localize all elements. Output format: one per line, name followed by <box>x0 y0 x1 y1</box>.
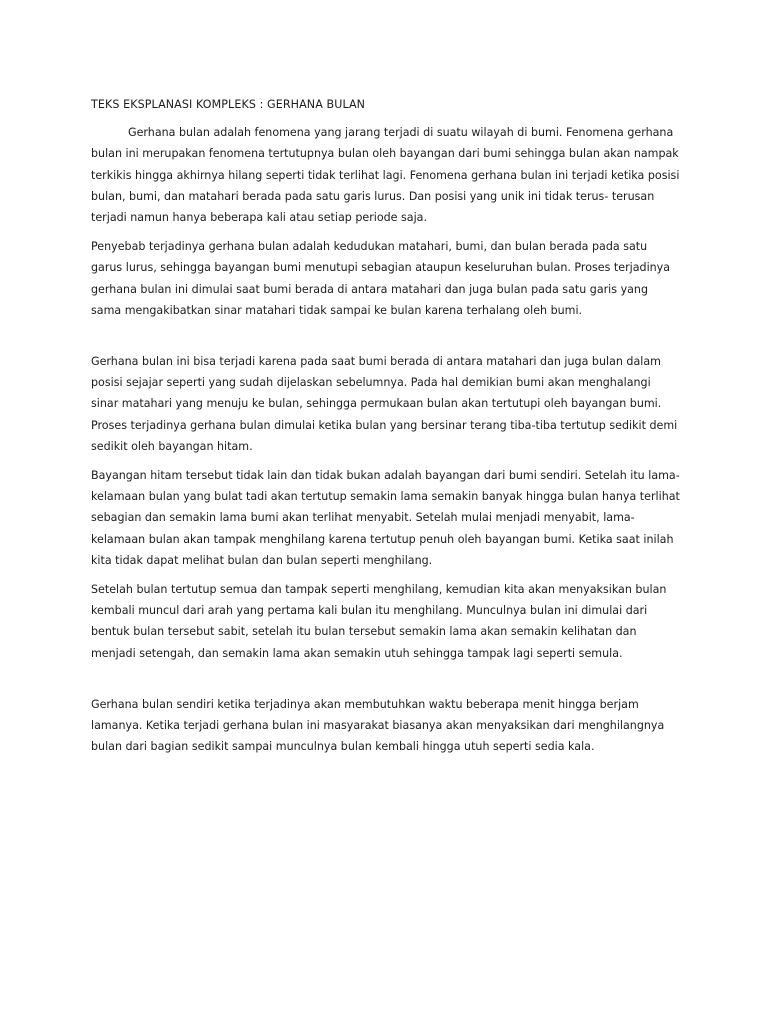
paragraph-6: Gerhana bulan sendiri ketika terjadinya akan membutuhkan waktu beberapa menit hingga berjam lamanya. Ketika terjadi gerhana bulan ini masyarakat biasanya akan menyaksikan dari menghilangnya bulan dari bagian sedikit sampai munculnya bulan kembali hingga utuh seperti sedia kala. <box>91 697 665 754</box>
document-title: TEKS EKSPLANASI KOMPLEKS : GERHANA BULAN <box>91 98 366 111</box>
paragraph-5: Setelah bulan tertutup semua dan tampak seperti menghilang, kemudian kita akan menyaksikan bulan kembali muncul dari arah yang pertama kali bulan itu menghilang. Munculnya bulan ini dimulai dari bentuk bulan tersebut sabit, setelah itu bulan tersebut semakin lama akan semakin kelihatan dan menjadi setengah, dan semakin lama akan semakin utuh sehingga tampak lagi seperti semula. <box>91 583 667 660</box>
document-body <box>91 94 681 765</box>
paragraph-2: Penyebab terjadinya gerhana bulan adalah kedudukan matahari, bumi, dan bulan berada pada satu garus lurus, sehingga bayangan bumi menutupi sebagian ataupun keseluruhan bulan. Proses terjadinya gerhana bulan ini dimulai saat bumi berada di antara matahari dan juga bulan pada satu garis yang sama mengakibatkan sinar matahari tidak sampai ke bulan karena terhalang oleh bumi. <box>91 240 671 317</box>
paragraph-3: Gerhana bulan ini bisa terjadi karena pada saat bumi berada di antara matahari dan juga bulan dalam posisi sejajar seperti yang sudah dijelaskan sebelumnya. Pada hal demikian bumi akan menghalangi sinar matahari yang menuju ke bulan, sehingga permukaan bulan akan tertutupi oleh bayangan bumi. Proses terjadinya gerhana bulan dimulai ketika bulan yang bersinar terang tiba-tiba tertutup sedikit demi sedikit oleh bayangan hitam. <box>91 355 678 453</box>
paragraph-1: Gerhana bulan adalah fenomena yang jarang terjadi di suatu wilayah di bumi. Fenomena gerhana bulan ini merupakan fenomena tertutupnya bulan oleh bayangan dari bumi sehingga bulan akan nampak terkikis hingga akhirnya hilang seperti tidak terlihat lagi. Fenomena gerhana bulan ini terjadi ketika posisi bulan, bumi, dan matahari berada pada satu garis lurus. Dan posisi yang unik ini tidak terus- terusan terjadi namun hanya beberapa kali atau setiap periode saja. <box>91 126 680 225</box>
paragraph-4: Bayangan hitam tersebut tidak lain dan tidak bukan adalah bayangan dari bumi sendiri. Setelah itu lama-kelamaan bulan yang bulat tadi akan tertutup semakin lama semakin banyak hingga bulan hanya terlihat sebagian dan semakin lama bumi akan terlihat menyabit. Setelah mulai menjadi menyabit, lama-kelamaan bulan akan tampak menghilang karena tertutup penuh oleh bayangan bumi. Ketika saat inilah kita tidak dapat melihat bulan dan bulan seperti menghilang. <box>91 469 680 567</box>
